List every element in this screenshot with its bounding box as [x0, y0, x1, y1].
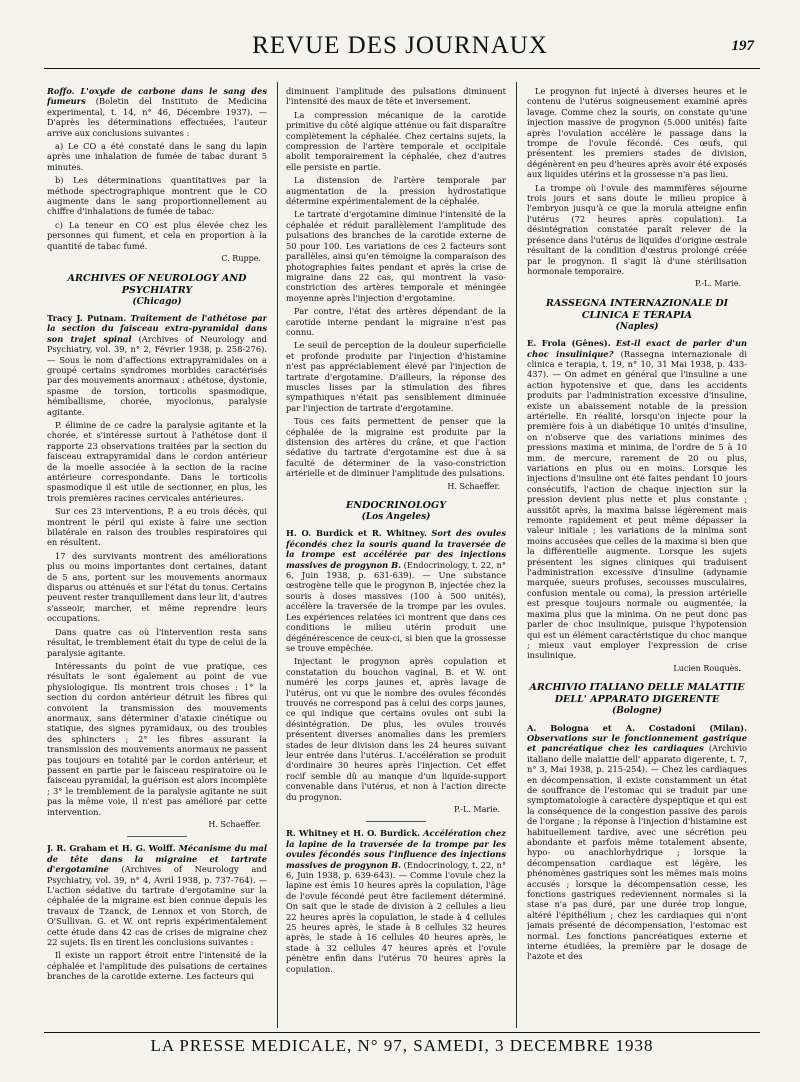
paragraph: c) La teneur en CO est plus élevée chez les personnes qui fument, et cela en proportion à la quantité de tabac fumé.	[47, 219, 267, 251]
paragraph: Le tartrate d'ergotamine diminue l'intensité de la céphalée et réduit parallèlement l'amplitude des pulsations des branches de la carotide externe de 50 pour 100. Les variations de ces 2 facteurs sont parallèles, ainsi qu'en témoigne la comparaison des photographies faites pendant et après la crise de migraine dans 22 cas, qui montrent la vaso-constriction des artères temporale et méningée moyenne après l'injection d'ergotamine.	[286, 209, 506, 303]
article-title: Est-il exact de parler d'un choc insulinique?	[527, 338, 747, 359]
signature: Lucien Rouquès.	[673, 663, 741, 673]
section-title: ARCHIVIO ITALIANO DELLE MALATTIE DELL' APPARATO DIGERENTE	[529, 682, 745, 706]
paragraph: Injectant le progynon après copulation et constatation du bouchon vaginal, B. et W. ont numéré les corps jaunes et, après lavage de l'utérus, ont vu que le nombre des ovules fécondés trouvés ne correspond pas à celui des corps jaunes, ce qui indique que certains ovules ont subi la désintégration. De plus, les ovules trouvés présentent diverses anomalies dans les premiers stades de leur division dans les 24 heures suivant leur entrée dans l'utérus. L'accélération se produit d'ordinaire 30 heures après l'injection. Cet effet rocif semble dû au manque d'un liquide-support convenable dans l'utérus, et non à l'action directe du progynon.	[286, 656, 506, 802]
article-title: Mécanisme du mal de tête dans la migraine et tartrate d'ergotamine	[47, 843, 267, 875]
section-subtitle: (Bologne)	[611, 706, 663, 717]
page-header	[0, 28, 800, 64]
article-putnam: Tracy J. Putnam. Traitement de l'athétose par la section du faisceau extra-pyramidal dans son trajet spinal (Archives of Neurology and Psychiatry, vol. 39, n° 2, Février 1938, p. 258-276). — Sous le nom d'affections extrapyramidales on a groupé certains syndromes morbides caractérisés par des mouvements anormaux : athétose, dystonie, spasme de torsion, torticolis spasmodique, hémiballisme, chorée, myoclonus, paralysie agitante.	[47, 312, 267, 417]
header-rule	[44, 68, 760, 69]
separator	[366, 821, 426, 822]
paragraph: Le seuil de perception de la douleur superficielle et profonde produite par l'injection d'histamine n'est pas appréciablement élevé par l'injection de tartrate d'ergotamine. D'ailleurs, la réponse des muscles lisses par la stimulation des fibres sympathiques n'était pas sensiblement diminuée par l'injection de tartrate d'ergotamine.	[286, 340, 506, 413]
paragraph: a) Le CO a été constaté dans le sang du lapin après une inhalation de fumée de tabac durant 5 minutes.	[47, 141, 267, 172]
article-author: H. O. Burdick et R. Whitney.	[286, 528, 427, 539]
paragraph: 17 des survivants montrent des améliorations plus ou moins importantes dont certaines, datant de 5 ans, portent sur les mouvements anormaux disparus ou atténués et sur l'état du tonus. Certains peuvent rester tranquillement dans leur lit, d'autres s'asseoir, marcher, et même reprendre leurs occupations.	[47, 550, 267, 624]
paragraph: Par contre, l'état des artères dépendant de la carotide interne pendant la migraine n'est pas connu.	[286, 306, 506, 337]
paragraph: diminuent l'amplitude des pulsations diminuent l'intensité des maux de tête et inversement.	[286, 86, 506, 107]
page-title: REVUE DES JOURNAUX	[252, 32, 548, 59]
signature: H. Schaeffer.	[447, 481, 500, 491]
article-author: A. Bologna et A. Costadoni (Milan).	[527, 722, 747, 733]
signature: P.-L. Marie.	[694, 279, 741, 289]
paragraph: La compression mécanique de la carotide primitive du côté algique atténue ou fait disparaître complètement la céphalée. Chez certains sujets, la compression de l'artère temporale et occipitale abolit temporairement la céphalée, chez d'autres elle persiste en partie.	[286, 109, 506, 172]
paragraph: Le progynon fut injecté à diverses heures et le contenu de l'utérus soigneusement examiné après lavage. Comme chez la souris, on constate qu'une injection massive de progynon (5.000 unités) faite après l'ovulation accélère le passage dans la trompe de l'ovule fécondé. Ces œufs, qui présentent les premiers stades de division, dégénèrent en peu d'heures après avoir été exposés aux liquides utérins et la grossesse n'a pas lieu.	[527, 86, 747, 180]
section-subtitle: (Naples)	[615, 321, 659, 332]
article-title: Observations sur le fonctionnement gastrique et pancréatique chez les cardiaques	[527, 732, 747, 754]
article-whitney-burdick: R. Whitney et H. O. Burdick. Accélération chez la lapine de la traversée de la trompe par les ovules fécondés sous l'influence des injections massives de progynon B. (Endocrinology, t. 22, n° 6, Juin 1938, p. 639-643). — Comme l'ovule chez la lapine est émis 10 heures après la copulation, l'âge de l'ovule fécondé peut être facilement déterminé. On sait que le stade de division à 2 cellules a lieu 22 heures après la copulation, le stade à 4 cellules 25 heures après, le stade à 8 cellules 32 heures après, le stade à 16 cellules 40 heures après, le stade à 32 cellules 47 heures après et l'ovule pénètre enfin dans l'utérus 70 heures après la copulation.	[286, 828, 506, 974]
column-divider	[516, 82, 517, 1028]
article-title: Accélération chez la lapine de la traversée de la trompe par les ovules fécondés sous l'influence des injections massives de progynon B.	[286, 828, 506, 870]
section-title: RASSEGNA INTERNAZIONALE DI CLINICA E TERAPIA	[545, 297, 729, 321]
article-author: Tracy J. Putnam.	[47, 312, 127, 323]
column-3	[527, 86, 747, 1026]
article-frola: E. Frola (Gênes). Est-il exact de parler d'un choc insulinique? (Rassegna internazionale di clinica e terapia, t. 19, n° 10, 31 Mai 1938, p. 433-437). — On admet en général que l'insuline a une action hypotensive et que, dans les accidents produits par l'administration excessive d'insuline, existe un abaissement notable de la pression artérielle. En réalité, lorsqu'on injecte pour la première fois à un diabétique 10 unités d'insuline, on n'observe que des variations minimes des pressions maxima et minima, de l'ordre de 5 à 10 mm. de mercure, rarement de 20 ou plus, variations en plus ou en moins. Lorsque les injections d'insuline ont été faites pendant 10 jours consécutifs, l'action de chaque injection sur la pression devient plus nette et plus constante ; aussitôt après, la maxima baisse légèrement mais remonte rapidement et peut même dépasser la valeur initiale ; les variations de la minima sont moins accusées que celles de la maxima si bien que la différentielle augmente. Lorsque les sujets présentent les signes cliniques qui traduisent l'administration excessive d'insuline (adynamie marquée, sueurs profuses, secousses musculaires, confusion mentale ou coma), la pression artérielle est presque toujours normale ou augmentée, la maxima plus que la minima. On ne peut donc pas parler de choc insulinique, puisque l'hypotension qui est un élément caractéristique du choc manque ; mieux vaut employer l'expression de crise insulinique.	[527, 338, 747, 661]
paragraph: Il existe un rapport étroit entre l'intensité de la céphalée et l'amplitude des pulsations de certaines branches de la carotide externe. Les facteurs qui	[47, 950, 267, 982]
article-author: R. Whitney et H. O. Burdick.	[286, 828, 421, 839]
column-2	[286, 86, 506, 1026]
paragraph: La distension de l'artère temporale par augmentation de la pression hydrostatique détermine expérimentalement de la céphalée.	[286, 175, 506, 207]
article-roffo: Roffo. L'oxyde de carbone dans le sang des fumeurs (Boletin del Instituto de Medicina experimental, t. 14, n° 46, Décembre 1937). — D'après les déterminations effectuées, l'auteur arrive aux conclusions suivantes :	[47, 86, 267, 138]
page-number: 197	[731, 38, 754, 54]
section-subtitle: (Chicago)	[132, 296, 182, 307]
section-title: ENDOCRINOLOGY	[345, 500, 447, 512]
article-title: Sort des ovules fécondés chez la souris quand la traversée de la trompe est accélérée par des injections massives de progynon B.	[286, 528, 506, 570]
article-bologna-costadoni: A. Bologna et A. Costadoni (Milan). Observations sur le fonctionnement gastrique et pancréatique chez les cardiaques (Archivio italiano delle malattie dell' apparato digerente, t. 7, n° 3, Mai 1938, p. 215-254). — Chez les cardiaques en décompensation, il existe constamment un état de souffrance de l'estomac qui se traduit par une symptomatologie à caractère dyspeptique et qui est la conséquence de la congestion passive des parois de l'organe ; la réponse à l'injection d'histamine est habituellement tardive, avec une sécrétion peu abondante et parfois même totalement absente, hypo- ou anachlorhydrique ; lorsque la décompensation cardiaque est légère, les phénomènes gastriques sont les mêmes mais moins accusés ; lorsque la décompensation cesse, les fonctions gastriques redeviennent normales si la stase n'a pas duré, par une durée trop longue, altéré l'épithélium ; chez les cardiaques qui n'ont jamais présenté de décompensation, l'estomac est normal. Les fonctions pancréatiques externe et interne étudiées, la première par le dosage de l'azote et des	[527, 722, 747, 962]
signature: P.-L. Marie.	[453, 805, 500, 814]
article-burdick-whitney: H. O. Burdick et R. Whitney. Sort des ovules fécondés chez la souris quand la traversée de la trompe est accélérée par des injections massives de progynon B. (Endocrinology, t. 22, n° 6, Juin 1938, p. 631-639). — Une substance œstrogène telle que le progynon B, injectée chez la souris à doses massives (100 à 500 unités), accélère la traversée de la trompe par les ovules. Les expériences relatées ici montrent que dans ces conditions le milieu utérin produit une dégénérescence de ceux-ci, si bien que la grossesse se trouve empêchée.	[286, 528, 506, 653]
paragraph: Dans quatre cas où l'intervention resta sans résultat, le tremblement était du type de celui de la paralysie agitante.	[47, 626, 267, 658]
signature: C. Ruppe.	[221, 254, 261, 264]
article-title: Roffo. L'oxyde de carbone dans le sang des fumeurs	[47, 86, 267, 107]
signature: H. Schaeffer.	[208, 820, 261, 829]
footer-rule	[44, 1032, 760, 1033]
article-author: E. Frola (Gênes).	[527, 338, 611, 349]
paragraph: Sur ces 23 interventions, P. a eu trois décès, qui montrent le péril qui existe à faire une section bilatérale en raison des troubles respiratoires qui en résultent.	[47, 506, 267, 548]
article-graham-wolff: J. R. Graham et H. G. Wolff. Mécanisme du mal de tête dans la migraine et tartrate d'ergotamine (Archives of Neurology and Psychiatry, vol. 39, n° 4, Avril 1938, p. 737-764). — L'action sédative du tartrate d'ergotamine sur la céphalée de la migraine est bien connue depuis les travaux de Tzanck, de Lennox et von Storch, de O'Sullivan. G. et W. ont repris expérimentalement cette étude dans 42 cas de crises de migraine chez 22 sujets. Ils en tirent les conclusions suivantes :	[47, 843, 267, 948]
section-subtitle: (Los Angeles)	[361, 512, 431, 523]
section-title: ARCHIVES OF NEUROLOGY AND PSYCHIATRY	[67, 272, 247, 296]
separator	[127, 836, 187, 837]
article-title: Traitement de l'athétose par la section du faisceau extra-pyramidal dans son trajet spinal	[47, 312, 267, 344]
paragraph: P. élimine de ce cadre la paralysie agitante et la chorée, et s'intéresse surtout à l'athétose dont il rapporte 23 observations traitées par la section du faisceau extrapyramidal dans le cordon antérieur de la moelle associée à la section de la racine antérieure correspondante. Dans le torticolis spasmodique il est utile de sectionner, en plus, les trois premières racines cervicales antérieures.	[47, 419, 267, 503]
paragraph: Intéressants du point de vue pratique, ces résultats le sont également au point de vue physiologique. Ils montrent trois choses : 1° la section du cordon antérieur détruit les fibres qui convoient la transmission des mouvements anormaux, sans déterminer d'ataxie cinétique ou statique, des signes pyramidaux, ou des troubles des sphincters ; 2° les fibres assurant la transmission des mouvements anormaux ne passent pas toujours en totalité par le cordon antérieur, et passent en partie par le faisceau respiratoire ou le faisceau pyramidal, la guérison est alors incomplète ; 3° le tremblement de la paralysie agitante ne suit pas la même voie, il n'est pas amélioré par cette intervention.	[47, 660, 267, 817]
column-1	[47, 86, 267, 1026]
article-author: J. R. Graham et H. G. Wolff.	[47, 843, 176, 854]
paragraph: La trompe où l'ovule des mammifères séjourne trois jours et sans doute le milieu propice à l'embryon jusqu'à ce que la morula atteigne enfin l'utérus (72 heures après copulation). La désintégration constatée paraît relever de la présence dans l'utérus de liquides d'origine œstrale résultant de la condition d'œstrus prolongé créée par le progynon. Il s'agit là d'une stérilisation hormonale temporaire.	[527, 182, 747, 276]
paragraph: b) Les déterminations quantitatives par la méthode spectrographique montrent que le CO augmente dans le sang proportionnellement au chiffre d'inhalations de fumée de tabac.	[47, 175, 267, 217]
page-footer: LA PRESSE MEDICALE, N° 97, SAMEDI, 3 DECEMBRE 1938	[150, 1036, 654, 1055]
paragraph: Tous ces faits permettent de penser que la céphalée de la migraine est produite par la distension des artères du crâne, et que l'action sédative du tartrate d'ergotamine est due à sa faculté de déterminer de la vaso-constriction artérielle et de diminuer l'amplitude des pulsations.	[286, 416, 506, 479]
column-divider	[277, 82, 278, 1028]
